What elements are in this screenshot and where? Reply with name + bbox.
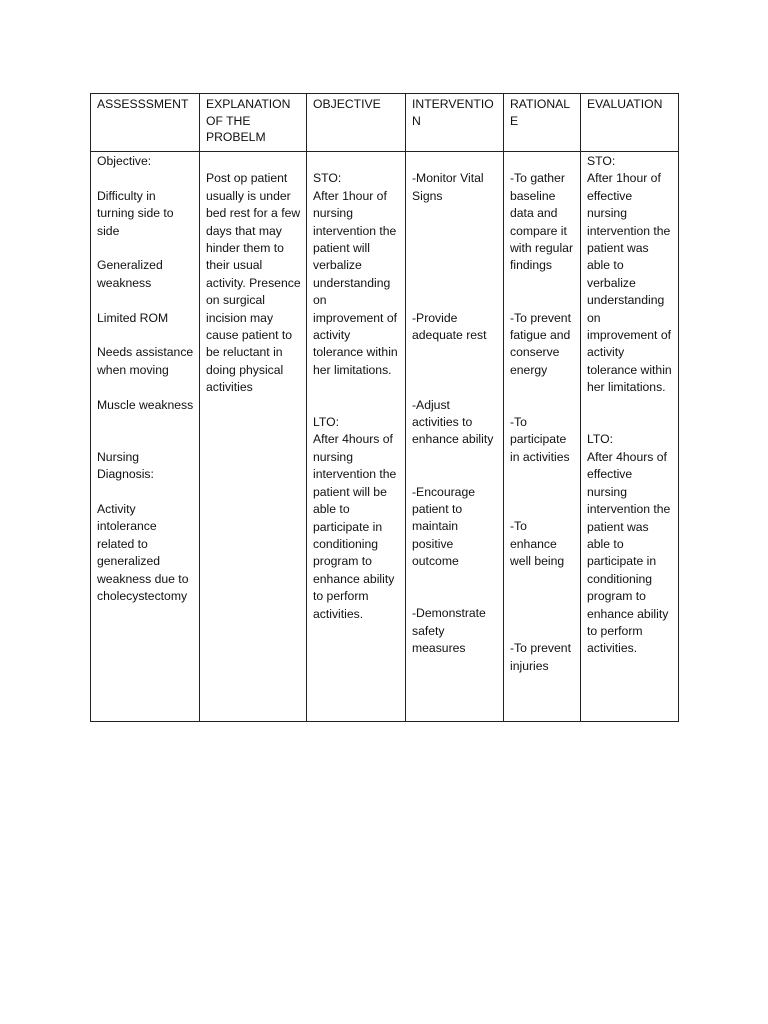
- assessment-item: Needs assistance when moving: [97, 345, 194, 377]
- explanation-cell: [200, 152, 307, 722]
- explanation-text: Post op patient usually is under bed rest for a few days that may hinder them to their usual activity. Presence on surgical incision may cause patient to be reluctant in doing physical activities: [206, 171, 301, 395]
- nursing-diagnosis-label: Nursing Diagnosis:: [97, 449, 154, 482]
- intervention-item: -Provide adequate rest: [412, 310, 487, 342]
- header-objective: OBJECTIVE: [307, 94, 406, 152]
- evaluation-sto-text: After 1hour of effective nursing intervention the patient was able to verbalize understanding on improvement of activity tolerance within her limitations.: [587, 171, 672, 395]
- assessment-item: Generalized weakness: [97, 258, 163, 290]
- objective-sto-label: STO:: [313, 171, 342, 186]
- objective-lto-label: LTO:: [313, 415, 339, 430]
- intervention-item: -Adjust activities to enhance ability: [412, 397, 494, 447]
- header-intervention: INTERVENTION: [406, 94, 504, 152]
- rationale-item: -To enhance well being: [510, 519, 565, 569]
- nursing-care-plan-table: [90, 93, 679, 722]
- objective-cell: [307, 152, 406, 722]
- assessment-cell: [91, 152, 200, 722]
- assessment-item: Muscle weakness: [97, 397, 194, 412]
- header-assessment: ASSESSSMENT: [91, 94, 200, 152]
- assessment-objective-label: Objective:: [97, 154, 152, 168]
- rationale-item: -To gather baseline data and compare it with regular findings: [510, 171, 573, 273]
- evaluation-lto-label: LTO:: [587, 432, 613, 447]
- evaluation-cell: [581, 152, 679, 722]
- header-rationale: RATIONALE: [504, 94, 581, 152]
- header-evaluation: EVALUATION: [581, 94, 679, 152]
- assessment-item: Difficulty in turning side to side: [97, 188, 174, 238]
- rationale-cell: [504, 152, 581, 722]
- nursing-diagnosis-text: Activity intolerance related to generalized weakness due to cholecystectomy: [97, 502, 189, 604]
- content-row: [91, 152, 679, 722]
- assessment-item: Limited ROM: [97, 310, 169, 325]
- intervention-item: -Encourage patient to maintain positive outcome: [412, 484, 476, 569]
- evaluation-lto-text: After 4hours of effective nursing intervention the patient was able to participate in conditioning program to enhance ability to perform activities.: [587, 449, 671, 656]
- evaluation-sto-label: STO:: [587, 154, 616, 168]
- intervention-item: -Monitor Vital Signs: [412, 171, 484, 203]
- objective-sto-text: After 1hour of nursing intervention the patient will verbalize understanding on improvement of activity tolerance within her limitations.: [313, 188, 398, 377]
- intervention-cell: [406, 152, 504, 722]
- header-explanation: EXPLANATION OF THE PROBELM: [200, 94, 307, 152]
- rationale-item: -To prevent fatigue and conserve energy: [510, 310, 571, 377]
- objective-lto-text: After 4hours of nursing intervention the patient will be able to participate in conditioning program to enhance ability to perform activities.: [313, 432, 397, 621]
- header-row: [91, 94, 679, 152]
- rationale-item: -To participate in activities: [510, 415, 570, 464]
- rationale-item: -To prevent injuries: [510, 641, 571, 673]
- intervention-item: -Demonstrate safety measures: [412, 606, 486, 656]
